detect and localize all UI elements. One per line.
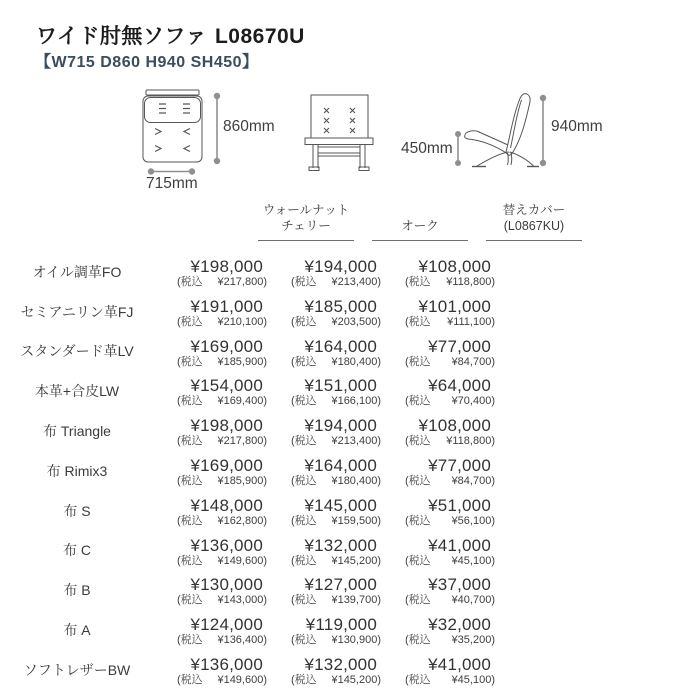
- row-label: スタンダード革LV: [20, 343, 134, 360]
- tax-label: (税込: [291, 355, 317, 368]
- tax-amount: ¥111,100): [447, 315, 495, 328]
- price-cell: [400, 374, 496, 414]
- price-cell: [400, 335, 496, 375]
- tax-amount: ¥203,500): [331, 315, 381, 328]
- price-cell: [172, 374, 268, 414]
- tax-label: (税込: [405, 355, 431, 368]
- price: ¥164,000: [304, 455, 377, 475]
- price-cell: [400, 494, 496, 534]
- price: ¥191,000: [190, 296, 263, 316]
- tax-label: (税込: [405, 315, 431, 328]
- price: ¥127,000: [304, 575, 377, 595]
- tax-label: (税込: [177, 514, 203, 527]
- table-row: [0, 454, 496, 494]
- dim-label-width: 715mm: [146, 175, 198, 192]
- tax-amount: ¥185,900): [217, 474, 267, 487]
- table-row: [0, 573, 496, 613]
- tax-included-price: [286, 316, 382, 329]
- tax-amount: ¥210,100): [217, 315, 267, 328]
- price-cell: [172, 295, 268, 335]
- price-cell: [286, 613, 382, 653]
- price-cell: [286, 295, 382, 335]
- price: ¥145,000: [304, 495, 377, 515]
- price-cell: [172, 414, 268, 454]
- tax-included-price: [172, 435, 268, 448]
- tax-label: (税込: [291, 634, 317, 647]
- price: ¥151,000: [304, 376, 377, 396]
- row-label: 布 A: [63, 622, 91, 639]
- side-view-dimension-lines: [455, 95, 546, 166]
- row-label: セミアニリン革FJ: [20, 303, 134, 320]
- table-row: [0, 494, 496, 534]
- price: ¥132,000: [304, 654, 377, 674]
- tax-included-price: [400, 276, 496, 289]
- side-view-diagram: [465, 94, 539, 167]
- tax-label: (税込: [177, 355, 203, 368]
- tax-label: (税込: [291, 673, 317, 686]
- price-table-body: [0, 255, 496, 693]
- tax-included-price: [400, 674, 496, 687]
- column-header-oak: オーク: [372, 197, 468, 241]
- column-header-walnut-cherry: ウォールナット チェリー: [258, 197, 354, 241]
- tax-included-price: [400, 515, 496, 528]
- tax-included-price: [286, 555, 382, 568]
- tax-label: (税込: [177, 673, 203, 686]
- price: ¥77,000: [428, 455, 491, 475]
- tax-included-price: [172, 395, 268, 408]
- row-label: 布 B: [63, 582, 91, 599]
- row-label: 布 Triangle: [43, 423, 111, 440]
- table-row: [0, 534, 496, 574]
- tax-included-price: [400, 594, 496, 607]
- price: ¥64,000: [428, 376, 491, 396]
- price-cell: [286, 454, 382, 494]
- tax-included-price: [286, 674, 382, 687]
- product-diagrams: [0, 0, 700, 200]
- price: ¥119,000: [305, 615, 377, 635]
- tax-included-price: [286, 475, 382, 488]
- tax-label: (税込: [177, 594, 203, 607]
- tax-amount: ¥45,100): [451, 673, 495, 686]
- tax-included-price: [172, 356, 268, 369]
- price: ¥108,000: [418, 257, 491, 276]
- tax-label: (税込: [177, 554, 203, 567]
- row-label: 布 S: [63, 502, 91, 519]
- tax-amount: ¥130,900): [331, 634, 381, 647]
- tax-amount: ¥217,800): [217, 435, 267, 448]
- tax-included-price: [286, 435, 382, 448]
- tax-included-price: [400, 316, 496, 329]
- tax-label: (税込: [405, 276, 431, 288]
- dim-label-seat-height: 450mm: [401, 140, 453, 157]
- tax-amount: ¥45,100): [451, 554, 495, 567]
- tax-included-price: [400, 555, 496, 568]
- tax-label: (税込: [177, 474, 203, 487]
- tax-amount: ¥180,400): [331, 355, 381, 368]
- tax-label: (税込: [291, 514, 317, 527]
- tax-label: (税込: [405, 673, 431, 686]
- tax-included-price: [400, 356, 496, 369]
- price: ¥130,000: [190, 575, 263, 595]
- tax-included-price: [400, 475, 496, 488]
- tax-included-price: [172, 276, 268, 289]
- tax-included-price: [400, 435, 496, 448]
- tax-label: (税込: [177, 634, 203, 647]
- product-model: L08670U: [214, 25, 305, 48]
- price: ¥101,000: [418, 296, 491, 316]
- price: ¥108,000: [418, 416, 491, 436]
- price-cell: [286, 534, 382, 574]
- product-dimensions: 【W715 D860 H940 SH450】: [35, 54, 259, 71]
- price: ¥136,000: [190, 654, 263, 674]
- tax-amount: ¥169,400): [217, 395, 267, 408]
- price: ¥32,000: [428, 615, 491, 635]
- tax-amount: ¥166,100): [331, 395, 381, 408]
- tax-label: (税込: [405, 594, 431, 607]
- tax-included-price: [286, 395, 382, 408]
- dim-label-depth: 860mm: [223, 118, 275, 135]
- table-row: [0, 653, 496, 693]
- product-name: ワイド肘無ソファ: [36, 25, 207, 48]
- tax-amount: ¥162,800): [217, 514, 267, 527]
- price-table-header: [0, 197, 700, 241]
- price-cell: [400, 295, 496, 335]
- price: ¥198,000: [190, 257, 263, 276]
- tax-included-price: [172, 515, 268, 528]
- tax-included-price: [172, 594, 268, 607]
- tax-label: (税込: [291, 474, 317, 487]
- price-cell: [172, 454, 268, 494]
- tax-amount: ¥213,400): [331, 276, 381, 288]
- price: ¥148,000: [190, 495, 263, 515]
- dim-label-height: 940mm: [551, 118, 603, 135]
- price-cell: [400, 613, 496, 653]
- price: ¥132,000: [304, 535, 377, 555]
- price-cell: [172, 653, 268, 693]
- tax-label: (税込: [405, 474, 431, 487]
- tax-included-price: [286, 515, 382, 528]
- tax-label: (税込: [405, 435, 431, 448]
- row-label: オイル調革FO: [32, 263, 122, 280]
- table-row: [0, 374, 496, 414]
- table-row: [0, 335, 496, 375]
- price-cell: [172, 573, 268, 613]
- price-cell: [172, 255, 268, 295]
- price: ¥185,000: [304, 296, 377, 316]
- price-cell: [172, 335, 268, 375]
- tax-label: (税込: [291, 435, 317, 448]
- tax-included-price: [286, 634, 382, 647]
- tax-included-price: [400, 395, 496, 408]
- table-row: [0, 414, 496, 454]
- tax-amount: ¥213,400): [331, 435, 381, 448]
- tax-amount: ¥139,700): [331, 594, 381, 607]
- tax-label: (税込: [177, 435, 203, 448]
- tax-included-price: [400, 634, 496, 647]
- price: ¥41,000: [428, 654, 491, 674]
- tax-label: (税込: [291, 315, 317, 328]
- tax-amount: ¥185,900): [217, 355, 267, 368]
- price-cell: [286, 573, 382, 613]
- tax-included-price: [172, 634, 268, 647]
- price: ¥41,000: [428, 535, 491, 555]
- tax-included-price: [286, 356, 382, 369]
- price-cell: [400, 653, 496, 693]
- column-header-material: [86, 197, 240, 241]
- tax-amount: ¥40,700): [451, 594, 495, 607]
- tax-included-price: [172, 555, 268, 568]
- tax-amount: ¥145,200): [331, 554, 381, 567]
- tax-included-price: [286, 276, 382, 289]
- tax-label: (税込: [291, 395, 317, 408]
- price-cell: [286, 414, 382, 454]
- table-row: [0, 295, 496, 335]
- tax-label: (税込: [405, 395, 431, 408]
- price: ¥154,000: [190, 376, 263, 396]
- price: ¥37,000: [428, 575, 491, 595]
- table-row: [0, 613, 496, 653]
- tax-amount: ¥70,400): [451, 395, 495, 408]
- price-cell: [286, 374, 382, 414]
- tax-included-price: [286, 594, 382, 607]
- tax-amount: ¥143,000): [217, 594, 267, 607]
- tax-amount: ¥180,400): [331, 474, 381, 487]
- price: ¥136,000: [190, 535, 263, 555]
- column-header-replacement-cover: 替えカバー (L0867KU): [486, 197, 582, 241]
- tax-label: (税込: [405, 634, 431, 647]
- price: ¥169,000: [190, 336, 263, 356]
- row-label: 布 C: [63, 542, 91, 559]
- tax-included-price: [172, 475, 268, 488]
- price-cell: [172, 613, 268, 653]
- tax-amount: ¥149,600): [217, 673, 267, 686]
- price: ¥124,000: [190, 615, 263, 635]
- tax-amount: ¥84,700): [451, 474, 495, 487]
- price-cell: [286, 255, 382, 295]
- price-cell: [400, 255, 496, 295]
- price-cell: [172, 494, 268, 534]
- tax-label: (税込: [405, 514, 431, 527]
- tax-label: (税込: [291, 594, 317, 607]
- tax-label: (税込: [177, 276, 203, 288]
- tax-label: (税込: [291, 554, 317, 567]
- tax-amount: ¥217,800): [217, 276, 267, 288]
- tax-amount: ¥84,700): [451, 355, 495, 368]
- top-view-diagram: [143, 90, 202, 162]
- price-cell: [172, 534, 268, 574]
- row-label: 布 Rimix3: [46, 462, 108, 479]
- price: ¥169,000: [190, 455, 263, 475]
- price: ¥77,000: [428, 336, 491, 356]
- price: ¥194,000: [304, 257, 377, 276]
- tax-amount: ¥56,100): [451, 514, 495, 527]
- price-cell: [400, 573, 496, 613]
- tax-included-price: [172, 674, 268, 687]
- price: ¥51,000: [428, 495, 491, 515]
- price-cell: [400, 414, 496, 454]
- tax-amount: ¥159,500): [331, 514, 381, 527]
- front-view-diagram: [305, 95, 373, 171]
- price-cell: [286, 494, 382, 534]
- tax-label: (税込: [177, 395, 203, 408]
- table-row: [0, 255, 496, 295]
- price: ¥198,000: [190, 416, 263, 436]
- row-label: ソフトレザーBW: [23, 661, 131, 678]
- tax-included-price: [172, 316, 268, 329]
- tax-label: (税込: [291, 276, 317, 288]
- tax-amount: ¥145,200): [331, 673, 381, 686]
- price-cell: [400, 534, 496, 574]
- price-cell: [400, 454, 496, 494]
- price-cell: [286, 335, 382, 375]
- tax-amount: ¥149,600): [217, 554, 267, 567]
- tax-label: (税込: [405, 554, 431, 567]
- price-cell: [286, 653, 382, 693]
- tax-amount: ¥35,200): [451, 634, 495, 647]
- price: ¥194,000: [304, 416, 377, 436]
- tax-label: (税込: [177, 315, 203, 328]
- row-label: 本革+合皮LW: [34, 383, 120, 400]
- tax-amount: ¥118,800): [446, 435, 495, 448]
- tax-amount: ¥136,400): [217, 634, 267, 647]
- price: ¥164,000: [304, 336, 377, 356]
- tax-amount: ¥118,800): [446, 276, 495, 288]
